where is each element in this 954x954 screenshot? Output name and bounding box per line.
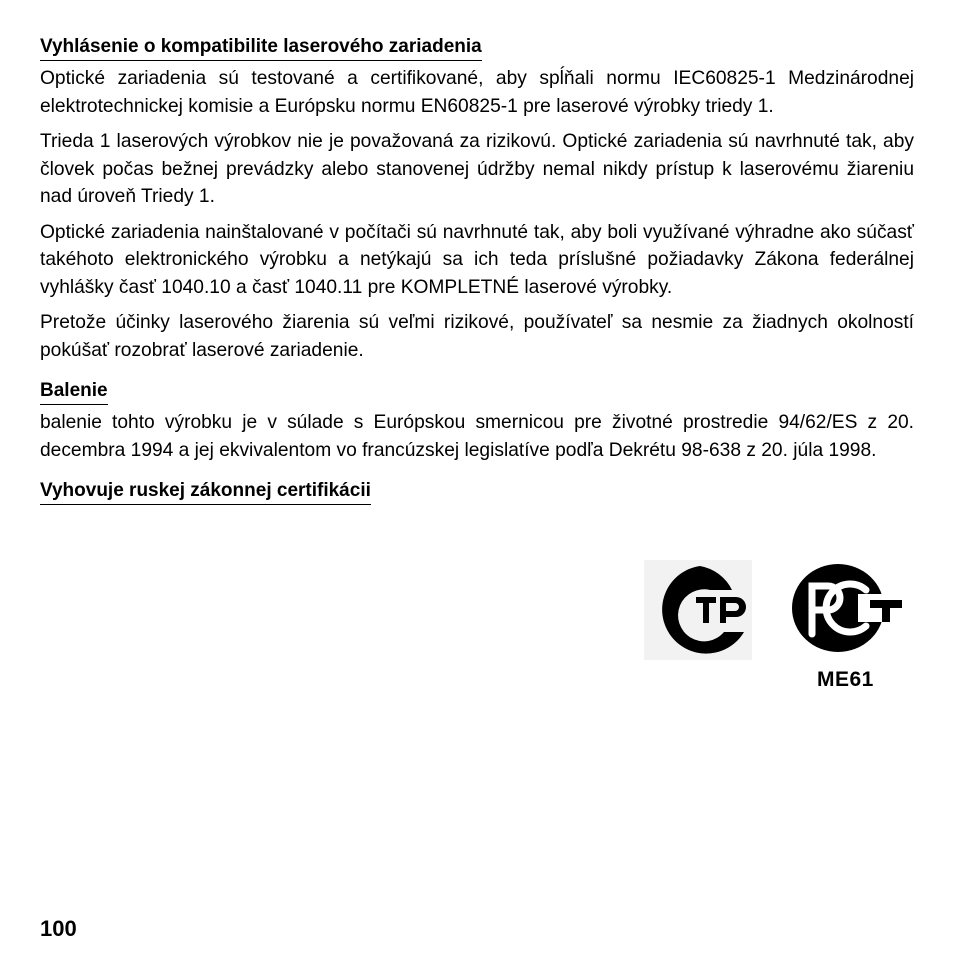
laser-paragraph-4: Pretože účinky laserového žiarenia sú veľmi rizikové, používateľ sa nesmie za žiadnych okolností pokúšať rozobrať laserové zariadenie.	[40, 312, 914, 361]
russia-section-heading: Vyhovuje ruskej zákonnej certifikácii	[40, 478, 371, 505]
packaging-section-heading: Balenie	[40, 378, 108, 405]
ctp-logo-icon	[644, 560, 752, 660]
laser-paragraph-1: Optické zariadenia sú testované a certifikované, aby spĺňali normu IEC60825-1 Medzinárodnej elektrotechnickej komisie a Európsku normu EN60825-1 pre laserové výrobky triedy 1.	[40, 68, 914, 117]
laser-section-heading: Vyhlásenie o kompatibilite laserového zariadenia	[40, 34, 482, 61]
pct-gost-logo-icon	[792, 560, 904, 660]
laser-paragraph-3: Optické zariadenia nainštalované v počítači sú navrhnuté tak, aby boli využívané výhradne ako súčasť takéhoto elektronického výrobku a netýkajú sa ich teda príslušné požiadavky Zákona federálnej vyhlášky časť 1040.10 a časť 1040.11 pre KOMPLETNÉ laserové výrobky.	[40, 221, 914, 298]
laser-section-heading-wrap	[40, 34, 914, 61]
page-number: 100	[40, 916, 77, 941]
certification-marks	[644, 560, 914, 700]
russia-section-heading-wrap	[40, 478, 914, 505]
page-content	[40, 34, 914, 509]
packaging-section-heading-wrap	[40, 378, 914, 405]
laser-paragraph-2: Trieda 1 laserových výrobkov nie je považovaná za rizikovú. Optické zariadenia sú navrhnuté tak, aby človek počas bežnej prevádzky alebo stanovenej údržby nemal nikdy prístup k laserovému žiareniu nad úroveň Triedy 1.	[40, 131, 914, 207]
packaging-paragraph: balenie tohto výrobku je v súlade s Európskou smernicou pre životné prostredie 94/62/ES z 20. decembra 1994 a jej ekvivalentom vo francúzskej legislatíve podľa Dekrétu 98-638 z 20. júla 1998.	[40, 412, 914, 461]
certification-code: ME61	[817, 668, 874, 691]
